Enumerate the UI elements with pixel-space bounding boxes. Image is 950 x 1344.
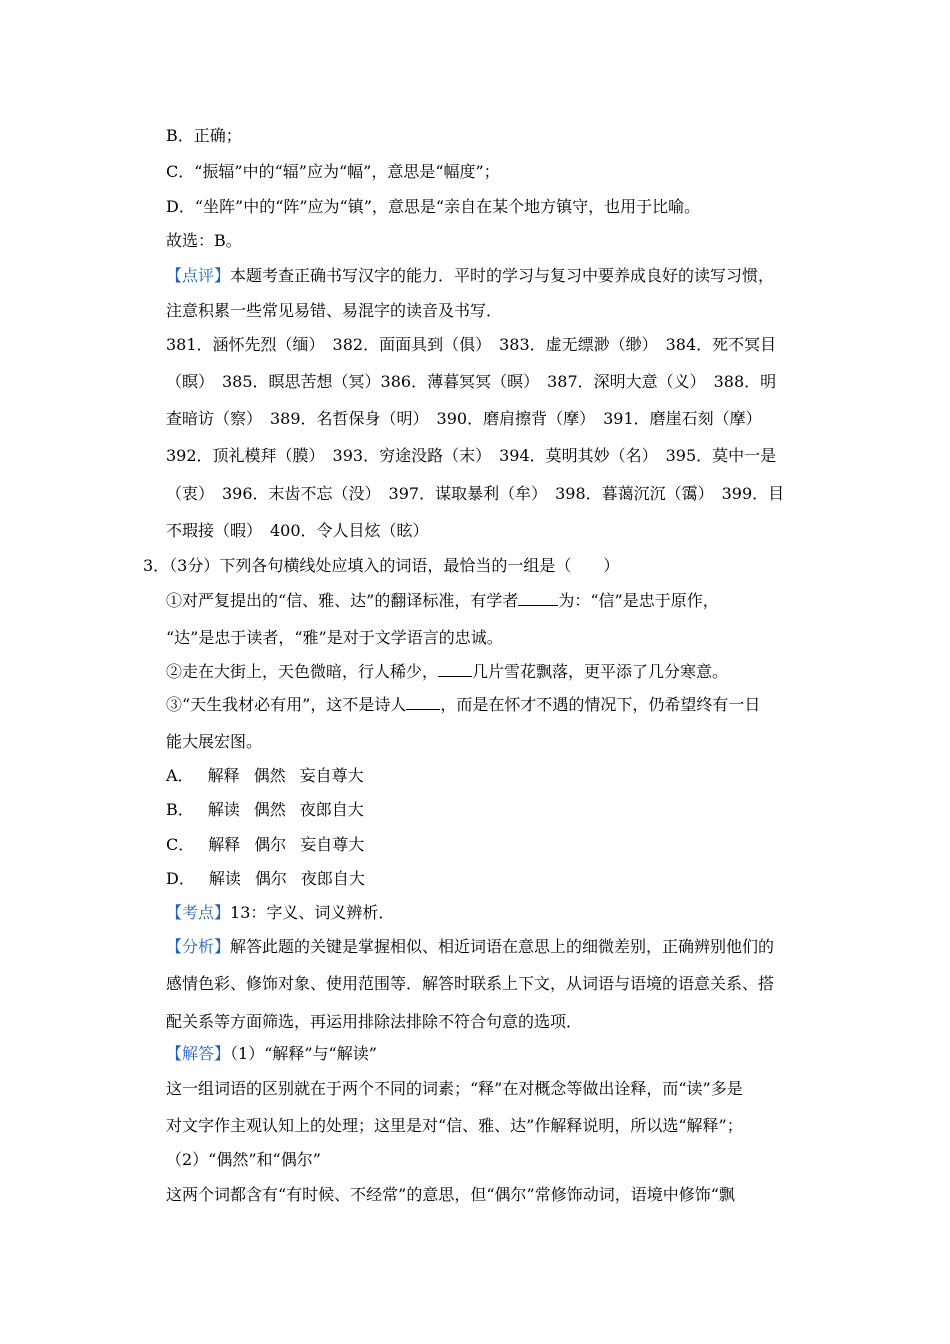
jieda-tag: 【解答】	[166, 1044, 231, 1063]
word-list-line: 不瑕接（暇） 400．令人目炫（眩）	[166, 521, 429, 540]
sentence-3-cont: 能大展宏图。	[166, 732, 263, 751]
kaodian-tag: 【考点】	[166, 903, 231, 922]
choice-c: C． 解释 偶尔 妄自尊大	[166, 835, 365, 854]
option-d-text: D．“坐阵”中的“阵”应为“镇”，意思是“亲自在某个地方镇守，也用于比喻。	[166, 197, 701, 216]
option-c-text: C．“振辐”中的“辐”应为“幅”，意思是“幅度”；	[166, 162, 500, 181]
fenxi-line-2: 感情色彩、修饰对象、使用范围等．解答时联系上下文，从词语与语境的语意关系、搭	[166, 974, 775, 993]
option-b-text: B．正确；	[166, 126, 242, 145]
review-line	[166, 266, 774, 286]
kaodian-line: 【考点】13：字义、词义辨析．	[166, 903, 395, 922]
fenxi-line: 【分析】解答此题的关键是掌握相似、相近词语在意思上的细微差别，正确辨别他们的	[166, 937, 775, 956]
word-list-line: 381．涵怀先烈（缅） 382．面面具到（俱） 383．虚无缥渺（缈） 384．死不冥目	[166, 335, 777, 354]
sentence-1-cont: “达”是忠于读者，“雅”是对于文学语言的忠诚。	[166, 628, 503, 647]
review-text-2: 注意积累一些常见易错、易混字的读音及书写．	[166, 301, 503, 320]
review-text: 本题考查正确书写汉字的能力．平时的学习与复习中要养成良好的读写习惯，	[230, 266, 775, 285]
question-stem: 3．（3分）下列各句横线处应填入的词语，最恰当的一组是（ ）	[143, 556, 620, 575]
review-tag: 【点评】	[166, 266, 231, 285]
sentence-2: ②走在大街上，天色微暗，行人稀少， 几片雪花飘落，更平添了几分寒意。	[166, 662, 729, 681]
word-list-line: 查暗访（察） 389．名哲保身（明） 390．磨肩擦背（摩） 391．磨崖石刻（摩）	[166, 409, 762, 428]
jieda-line-4: （2）“偶然”和“偶尔”	[166, 1150, 321, 1169]
choice-a: A． 解释 偶然 妄自尊大	[166, 766, 364, 785]
jieda-line-5: 这两个词都含有“有时候、不经常”的意思，但“偶尔”常修饰动词，语境中修饰“飘	[166, 1185, 735, 1204]
blank-3	[406, 695, 440, 710]
fenxi-line-3: 配关系等方面筛选，再运用排除法排除不符合句意的选项．	[166, 1012, 583, 1031]
word-list-line: （衷） 396．末齿不忘（没） 397．谋取暴利（牟） 398．暮蔼沉沉（霭） 399．目	[166, 484, 785, 503]
blank-1	[518, 591, 558, 606]
word-list-line: 392．顶礼模拜（膜） 393．穷途没路（末） 394．莫明其妙（名） 395．莫中一是	[166, 446, 777, 465]
choice-b: B． 解读 偶然 夜郎自大	[166, 800, 364, 819]
jieda-line: 【解答】（1）“解释”与“解读”	[166, 1044, 377, 1063]
fenxi-tag: 【分析】	[166, 937, 231, 956]
answer-text: 故选：B。	[166, 231, 242, 250]
word-list-line: （瞑） 385．瞑思苦想（冥）386．薄暮冥冥（暝） 387．深明大意（义） 388．明	[166, 372, 777, 391]
jieda-line-2: 这一组词语的区别就在于两个不同的词素；“释”在对概念等做出诠释，而“读”多是	[166, 1079, 743, 1098]
sentence-1: ①对严复提出的“信、雅、达”的翻译标准，有学者 为：“信”是忠于原作，	[166, 591, 719, 610]
choice-d: D． 解读 偶尔 夜郎自大	[166, 869, 365, 888]
blank-2	[438, 662, 472, 677]
sentence-3: ③“天生我材必有用”，这不是诗人 ，而是在怀才不遇的情况下，仍希望终有一日	[166, 695, 761, 714]
jieda-line-3: 对文字作主观认知上的处理；这里是对“信、雅、达”作解释说明，所以选“解释”；	[166, 1116, 743, 1135]
